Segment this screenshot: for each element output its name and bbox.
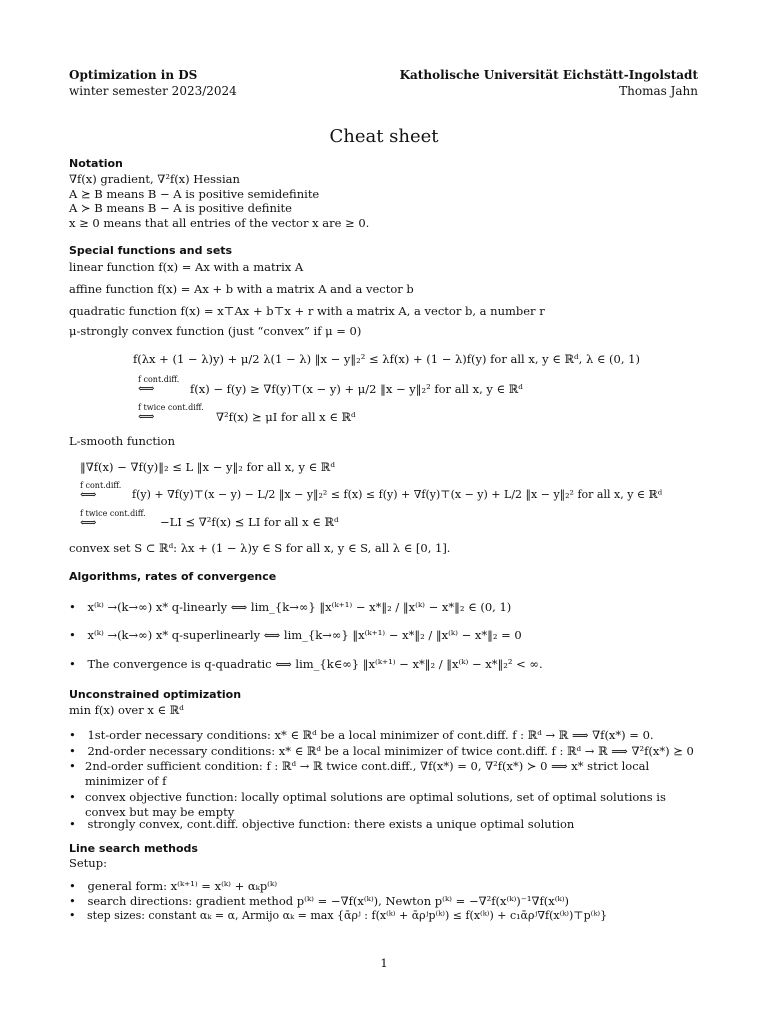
quadratic-function-def: quadratic function f(x) = x⊤Ax + b⊤x + r with a matrix A, a vector b, a number r [69, 304, 545, 318]
l-smooth-equation: −LI ⪯ ∇²f(x) ⪯ LI for all x ∈ ℝᵈ [160, 515, 339, 529]
page-title: Cheat sheet [329, 126, 439, 147]
bullet-icon: • [69, 817, 76, 831]
notation-line: A ≻ B means B − A is positive definite [69, 201, 292, 215]
list-item-text: search directions: gradient method p⁽ᵏ⁾ = −∇f(x⁽ᵏ⁾), Newton p⁽ᵏ⁾ = −∇²f(x⁽ᵏ⁾)⁻¹∇f(x⁽ᵏ⁾) [87, 894, 570, 908]
l-smooth-equation: ‖∇f(x) − ∇f(y)‖₂ ≤ L ‖x − y‖₂ for all x, y ∈ ℝᵈ [80, 460, 335, 474]
author-name: Thomas Jahn [619, 84, 698, 98]
bullet-icon: • [69, 790, 76, 804]
section-heading-special: Special functions and sets [69, 244, 233, 257]
equivalence-arrow: ⟺ [80, 515, 97, 529]
list-item-text: x⁽ᵏ⁾ →(k→∞) x* q-linearly ⟺ lim_{k→∞} ‖x⁽ᵏ⁺¹⁾ − x*‖₂ / ‖x⁽ᵏ⁾ − x*‖₂ ∈ (0, 1) [87, 600, 512, 614]
l-smooth-equation: f(y) + ∇f(y)⊤(x − y) − L/2 ‖x − y‖₂² ≤ f(x) ≤ f(y) + ∇f(y)⊤(x − y) + L/2 ‖x − y‖₂² for all x, y ∈ ℝᵈ [132, 488, 663, 501]
section-heading-notation: Notation [69, 157, 123, 170]
page-number: 1 [380, 956, 388, 970]
list-item-text: convex objective function: locally optimal solutions are optimal solutions, set of optimal solutions is convex but may be empty [85, 790, 666, 819]
problem-statement: min f(x) over x ∈ ℝᵈ [69, 703, 184, 717]
list-item-text: strongly convex, cont.diff. objective function: there exists a unique optimal solution [87, 817, 575, 831]
strongly-convex-def: μ-strongly convex function (just “convex” if μ = 0) [69, 324, 362, 338]
course-title: Optimization in DS [69, 68, 198, 82]
section-heading-algorithms: Algorithms, rates of convergence [69, 570, 277, 583]
condition-label: f cont.diff. [80, 481, 122, 490]
linear-function-def: linear function f(x) = Ax with a matrix A [69, 260, 304, 274]
semester-label: winter semester 2023/2024 [69, 84, 237, 98]
list-item [69, 744, 694, 758]
list-item-text: The convergence is q-quadratic ⟺ lim_{k∈∞} ‖x⁽ᵏ⁺¹⁾ − x*‖₂ / ‖x⁽ᵏ⁾ − x*‖₂² < ∞. [87, 657, 543, 671]
equivalence-arrow: ⟺ [138, 381, 155, 395]
list-item-text: 1st-order necessary conditions: x* ∈ ℝᵈ be a local minimizer of cont.diff. f : ℝᵈ → ℝ ⟹ ∇f(x*) = 0. [87, 728, 654, 742]
list-item [69, 909, 607, 922]
strongly-convex-equation: f(x) − f(y) ≥ ∇f(y)⊤(x − y) + μ/2 ‖x − y‖₂² for all x, y ∈ ℝᵈ [190, 382, 523, 396]
list-item-text: 2nd-order sufficient condition: f : ℝᵈ → ℝ twice cont.diff., ∇f(x*) = 0, ∇²f(x*) ≻ 0 ⟹ x* strict local minimizer of f [85, 759, 650, 788]
section-heading-unconstrained: Unconstrained optimization [69, 688, 242, 701]
list-item [69, 600, 511, 614]
bullet-icon: • [69, 728, 76, 742]
strongly-convex-equation: f(λx + (1 − λ)y) + μ/2 λ(1 − λ) ‖x − y‖₂² ≤ λf(x) + (1 − λ)f(y) for all x, y ∈ ℝᵈ, λ ∈ (0, 1) [133, 352, 640, 366]
list-item [69, 728, 654, 742]
list-item [69, 879, 277, 893]
university-name: Katholische Universität Eichstätt-Ingolstadt [399, 68, 698, 82]
section-heading-line-search: Line search methods [69, 842, 198, 855]
bullet-icon: • [69, 909, 76, 922]
strongly-convex-equation: ∇²f(x) ⪰ μI for all x ∈ ℝᵈ [216, 410, 356, 424]
bullet-icon: • [69, 657, 76, 671]
bullet-icon: • [69, 744, 76, 758]
condition-label: f cont.diff. [138, 375, 180, 384]
list-item [69, 657, 543, 671]
notation-line: ∇f(x) gradient, ∇²f(x) Hessian [69, 172, 240, 186]
notation-line: A ⪰ B means B − A is positive semidefinite [69, 187, 320, 201]
condition-label: f twice cont.diff. [80, 509, 146, 518]
bullet-icon: • [69, 759, 76, 773]
bullet-icon: • [69, 879, 76, 893]
list-item [69, 759, 699, 789]
bullet-icon: • [69, 894, 76, 908]
bullet-icon: • [69, 600, 76, 614]
list-item-text: 2nd-order necessary conditions: x* ∈ ℝᵈ be a local minimizer of twice cont.diff. f : ℝᵈ → ℝ ⟹ ∇²f(x*) ⪰ 0 [87, 744, 694, 758]
setup-label: Setup: [69, 856, 107, 870]
condition-label: f twice cont.diff. [138, 403, 204, 412]
convex-set-def: convex set S ⊂ ℝᵈ: λx + (1 − λ)y ∈ S for all x, y ∈ S, all λ ∈ [0, 1]. [69, 541, 451, 555]
list-item [69, 894, 569, 908]
bullet-icon: • [69, 628, 76, 642]
list-item-text: general form: x⁽ᵏ⁺¹⁾ = x⁽ᵏ⁾ + αₖp⁽ᵏ⁾ [87, 879, 278, 893]
affine-function-def: affine function f(x) = Ax + b with a matrix A and a vector b [69, 282, 414, 296]
list-item [69, 817, 574, 831]
notation-line: x ≥ 0 means that all entries of the vector x are ≥ 0. [69, 216, 370, 230]
list-item-text: step sizes: constant αₖ = α, Armijo αₖ = max {ᾱρʲ : f(x⁽ᵏ⁾ + ᾱρʲp⁽ᵏ⁾) ≤ f(x⁽ᵏ⁾) + c₁ᾱρʲ∇f(x⁽ᵏ⁾)⊤p⁽ᵏ⁾} [87, 909, 608, 922]
list-item [69, 790, 699, 820]
list-item [69, 628, 522, 642]
list-item-text: x⁽ᵏ⁾ →(k→∞) x* q-superlinearly ⟺ lim_{k→∞} ‖x⁽ᵏ⁺¹⁾ − x*‖₂ / ‖x⁽ᵏ⁾ − x*‖₂ = 0 [87, 628, 522, 642]
equivalence-arrow: ⟺ [80, 487, 97, 501]
l-smooth-def: L-smooth function [69, 434, 175, 448]
equivalence-arrow: ⟺ [138, 409, 155, 423]
